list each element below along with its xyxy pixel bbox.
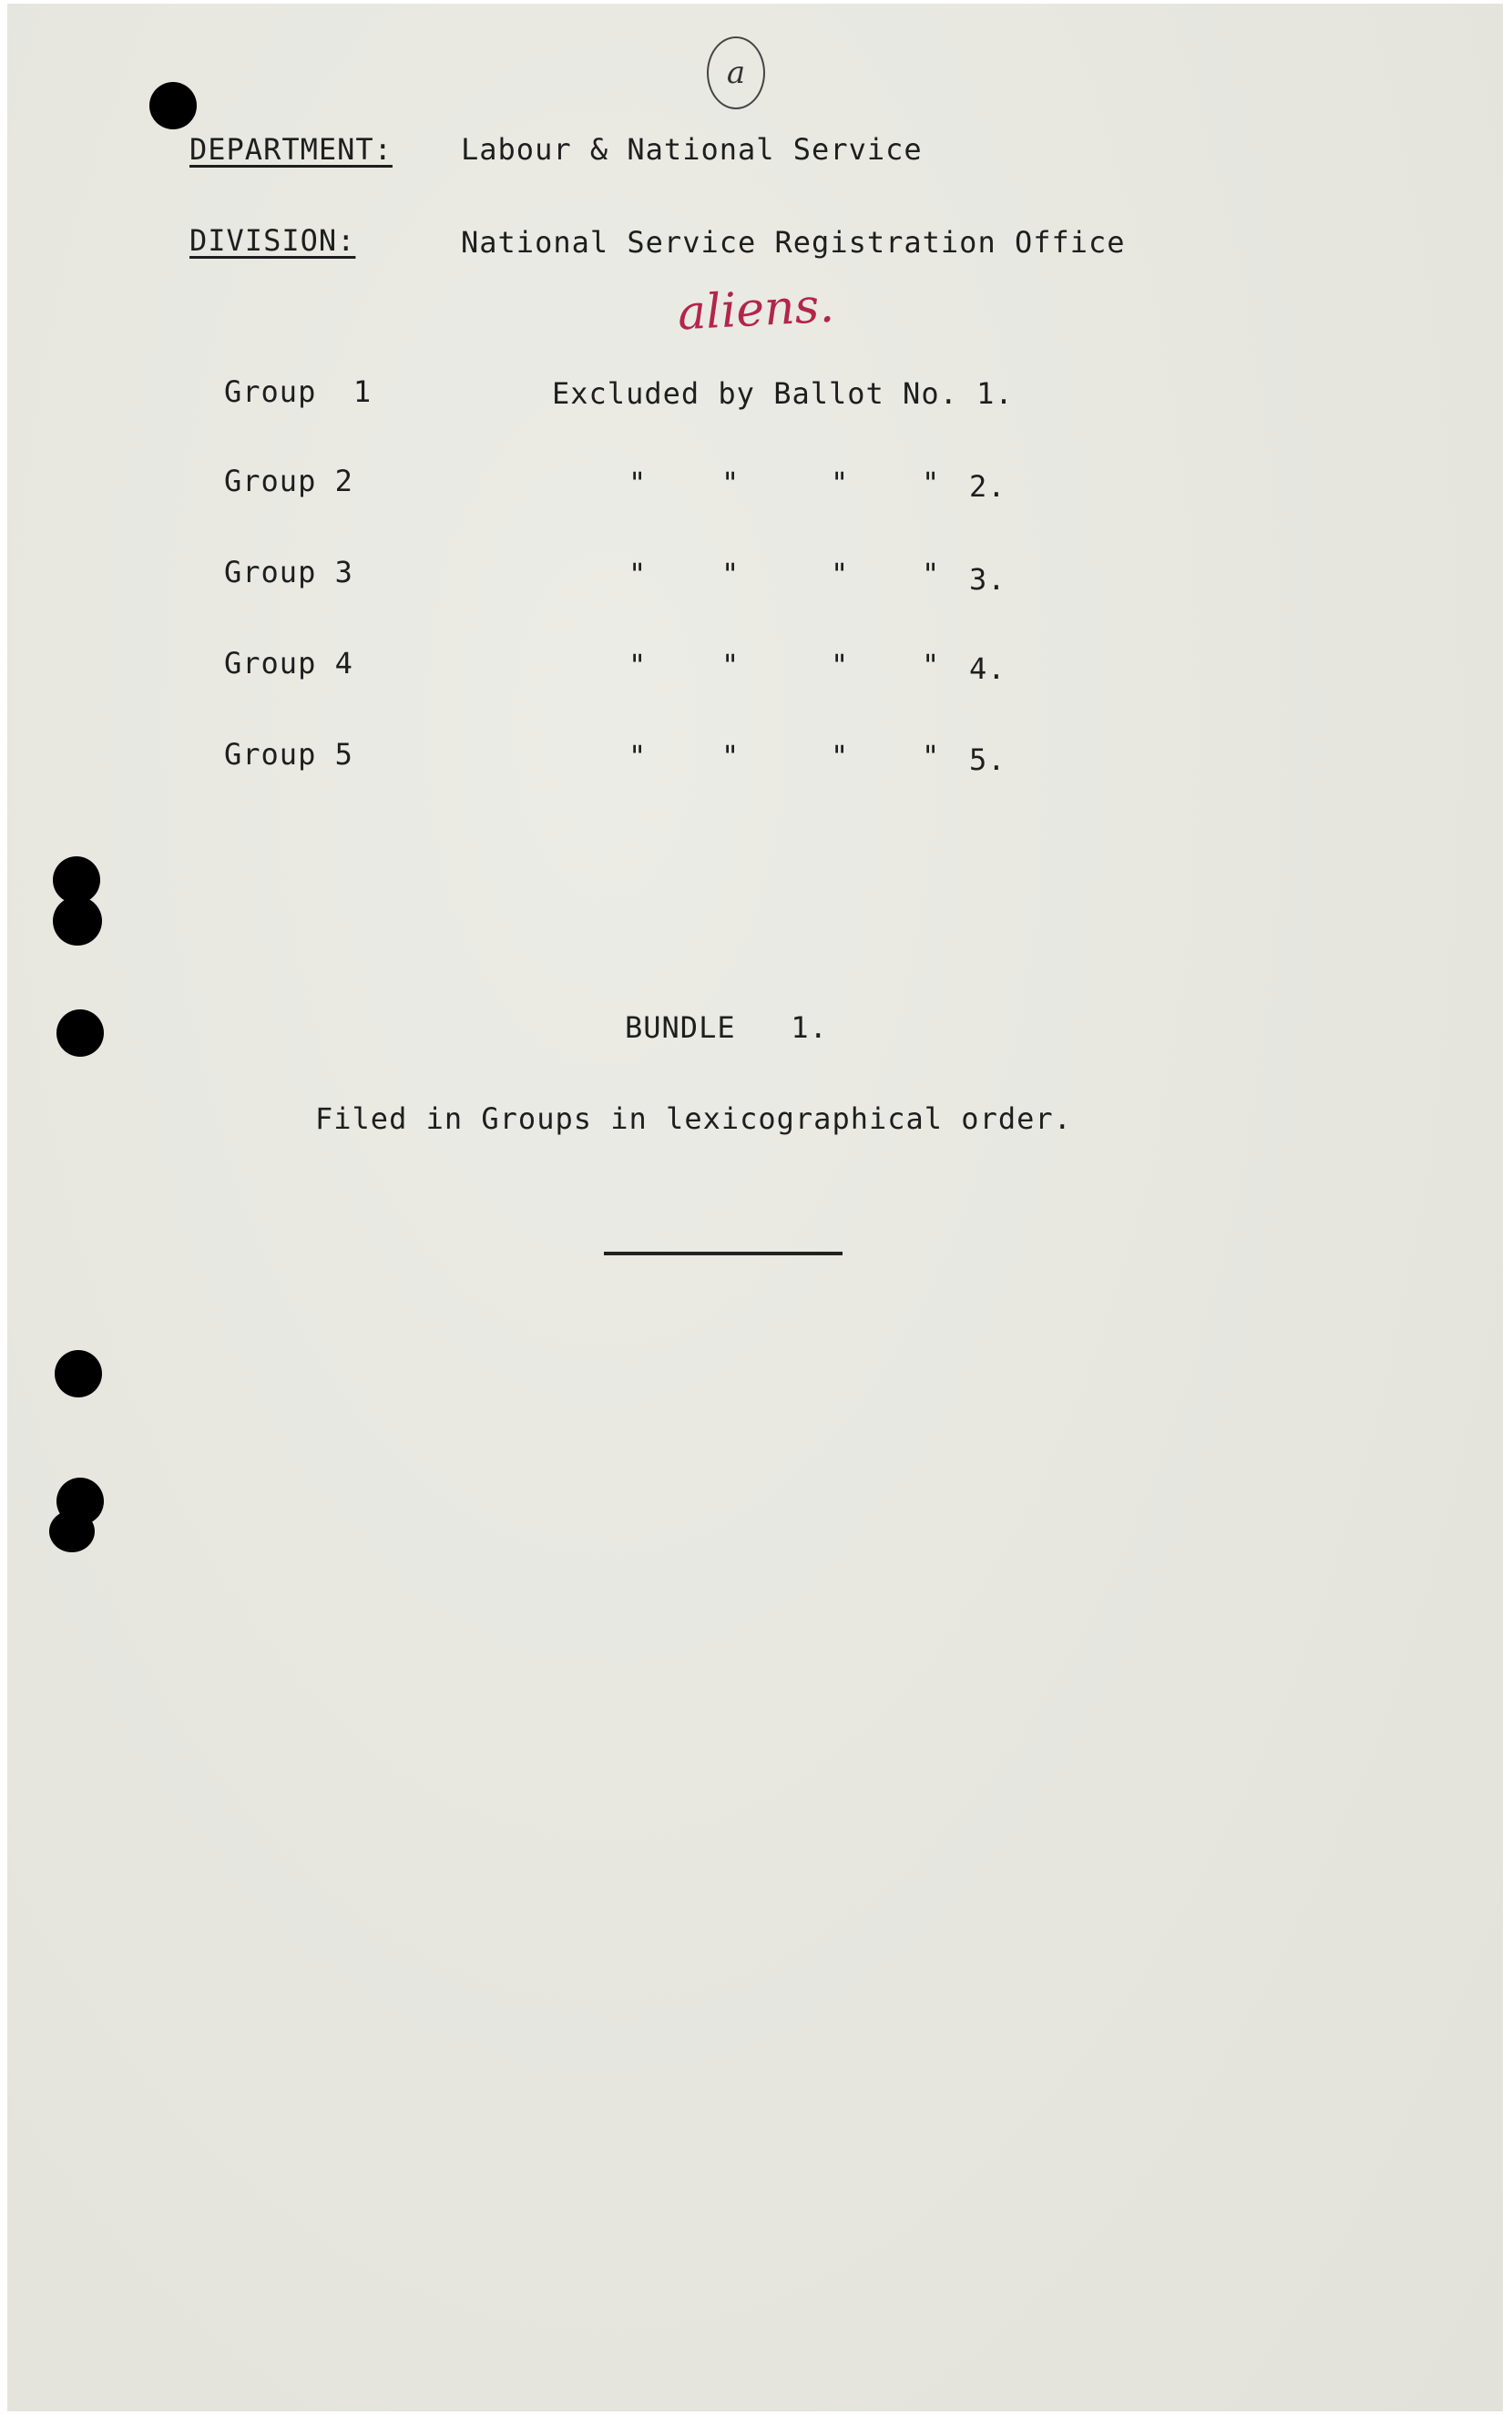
- ditto-mark: ": [922, 648, 940, 682]
- bundle-note: Filed in Groups in lexicographical order.: [315, 1101, 1072, 1136]
- group-number: 4.: [969, 651, 1006, 686]
- group-number: 2.: [969, 469, 1006, 504]
- group-number: 3.: [969, 562, 1006, 597]
- handwritten-note: aliens.: [676, 278, 836, 342]
- ditto-mark: ": [922, 739, 940, 773]
- department-label: DEPARTMENT:: [189, 132, 393, 167]
- ditto-mark: ": [721, 557, 740, 591]
- group-label: Group 4: [224, 646, 353, 680]
- ditto-mark: ": [922, 557, 940, 591]
- ditto-mark: ": [628, 648, 647, 682]
- division-value: National Service Registration Office: [461, 225, 1126, 260]
- ditto-mark: ": [831, 466, 849, 500]
- group-number: 5.: [969, 742, 1006, 777]
- ditto-mark: ": [628, 466, 647, 500]
- group-label: Group 3: [224, 555, 353, 589]
- binder-hole: [53, 896, 102, 946]
- binder-hole: [55, 1350, 102, 1397]
- group-label: Group 5: [224, 737, 353, 772]
- bundle-title: BUNDLE 1.: [625, 1010, 828, 1045]
- closing-rule: [604, 1252, 843, 1255]
- document-page: [7, 4, 1503, 2411]
- ditto-mark: ": [721, 648, 740, 682]
- department-value: Labour & National Service: [461, 132, 923, 167]
- ditto-mark: ": [628, 557, 647, 591]
- group-label: Group 2: [224, 464, 353, 498]
- binder-hole: [56, 1009, 104, 1057]
- ditto-mark: ": [831, 648, 849, 682]
- division-label: DIVISION:: [189, 223, 356, 258]
- ditto-mark: ": [721, 739, 740, 773]
- ditto-mark: ": [628, 739, 647, 773]
- binder-hole: [49, 1510, 95, 1552]
- ditto-mark: ": [831, 739, 849, 773]
- ditto-mark: ": [721, 466, 740, 500]
- group-exclusion-text: Excluded by Ballot No. 1.: [552, 376, 1014, 411]
- ditto-mark: ": [831, 557, 849, 591]
- folio-mark: a: [707, 36, 765, 109]
- binder-hole: [149, 82, 197, 129]
- group-label: Group 1: [224, 374, 373, 409]
- ditto-mark: ": [922, 466, 940, 500]
